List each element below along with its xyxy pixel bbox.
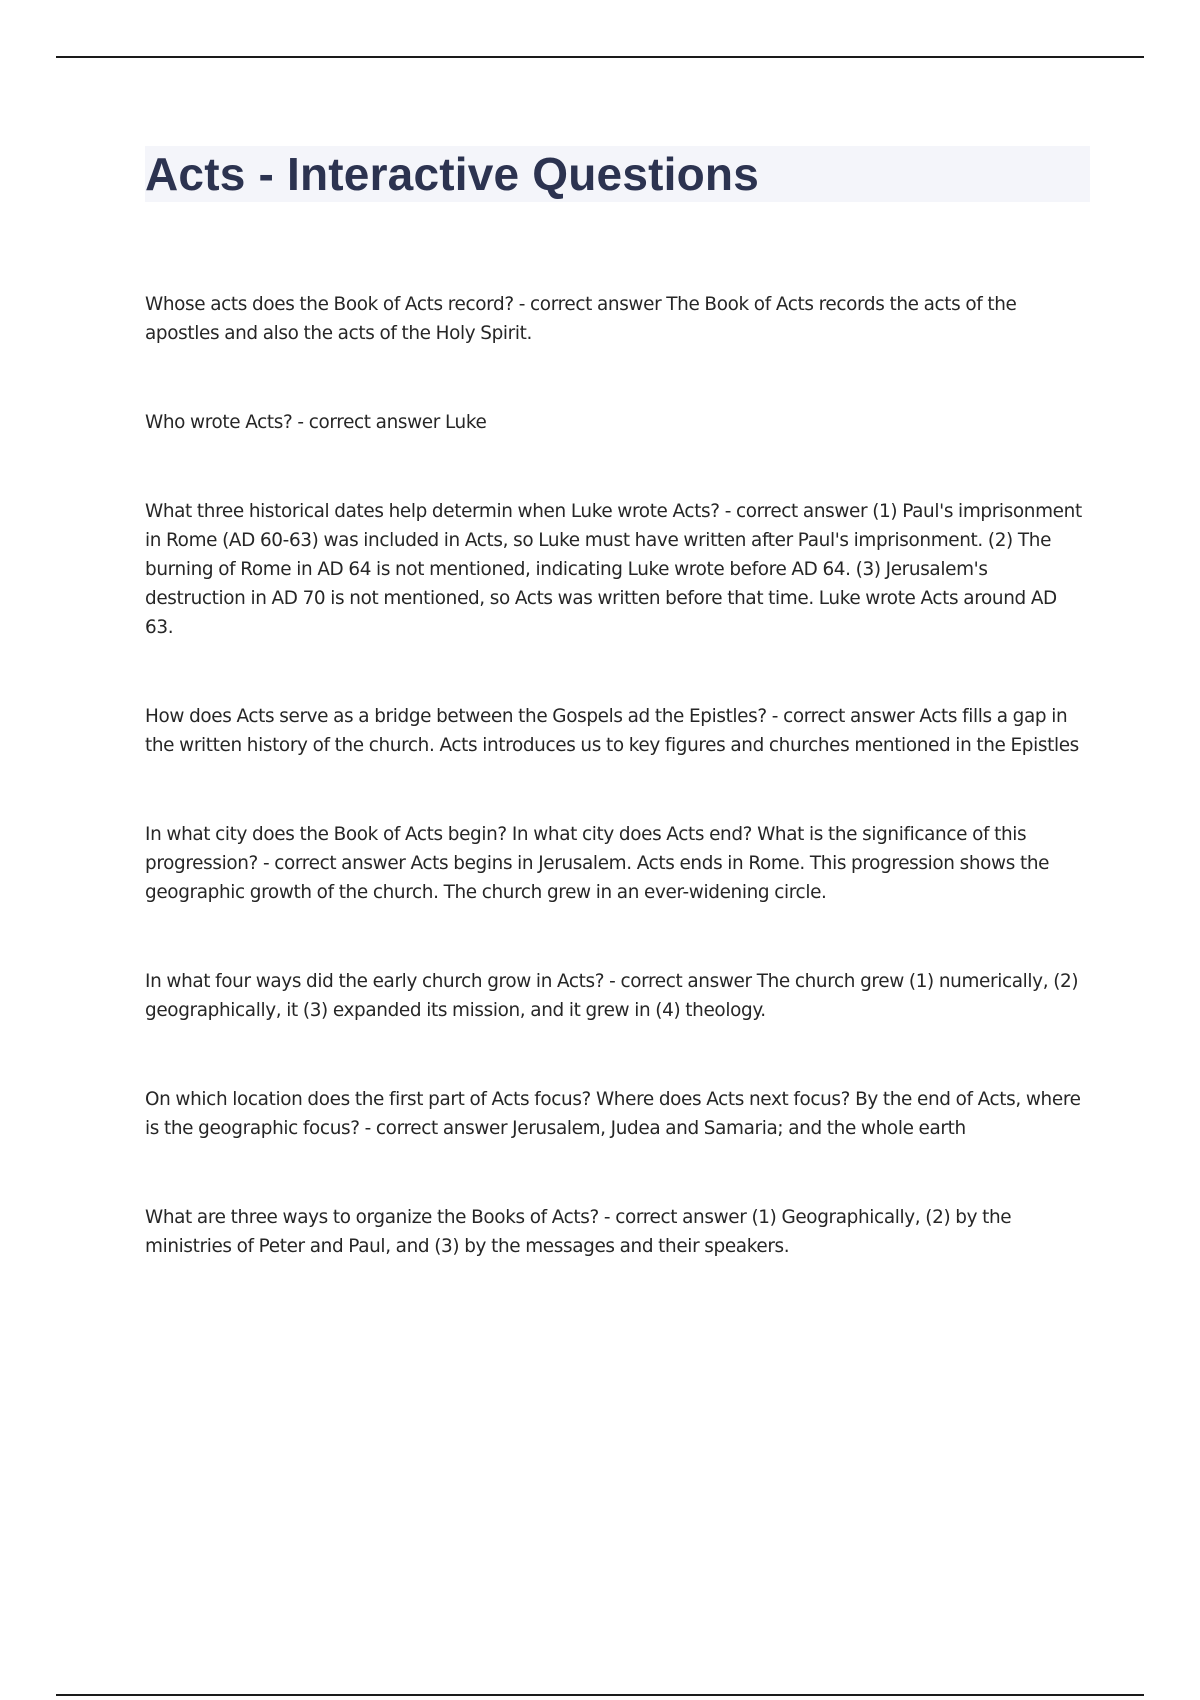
qa-text: In what city does the Book of Acts begin? In what city does Acts end? What is the significance of this progression? - correct answer Acts begins in Jerusalem. Acts ends in Rome. This progression shows the geographic growth of the church. The church grew in an ever-widening circle. — [145, 824, 1050, 903]
qa-item-7 — [145, 1085, 1090, 1143]
qa-item-5 — [145, 820, 1090, 907]
qa-item-4 — [145, 702, 1090, 760]
page-title: Acts - Interactive Questions — [145, 148, 759, 200]
qa-text: What are three ways to organize the Books of Acts? - correct answer (1) Geographically, (2) by the ministries of Peter and Paul, and (3) by the messages and their speakers. — [145, 1207, 1012, 1257]
bottom-divider — [56, 1694, 1144, 1696]
qa-text: How does Acts serve as a bridge between the Gospels ad the Epistles? - correct answer Acts fills a gap in the written history of the church. Acts introduces us to key figures and churches mentioned in the Epistles — [145, 706, 1079, 756]
qa-text: What three historical dates help determin when Luke wrote Acts? - correct answer (1) Paul's imprisonment in Rome (AD 60-63) was included in Acts, so Luke must have written after Paul's imprisonment. (2) The burning of Rome in AD 64 is not mentioned, indicating Luke wrote before AD 64. (3) Jerusalem's destruction in AD 70 is not mentioned, so Acts was written before that time. Luke wrote Acts around AD 63. — [145, 501, 1082, 638]
qa-item-6 — [145, 967, 1090, 1025]
qa-item-2 — [145, 408, 1090, 437]
qa-item-1 — [145, 290, 1090, 348]
qa-item-8 — [145, 1203, 1090, 1261]
qa-text: Who wrote Acts? - correct answer Luke — [145, 412, 487, 433]
qa-list — [145, 290, 1090, 1321]
qa-text: On which location does the first part of Acts focus? Where does Acts next focus? By the end of Acts, where is the geographic focus? - correct answer Jerusalem, Judea and Samaria; and the whole earth — [145, 1089, 1081, 1139]
qa-text: Whose acts does the Book of Acts record? - correct answer The Book of Acts records the acts of the apostles and also the acts of the Holy Spirit. — [145, 294, 1017, 344]
qa-text: In what four ways did the early church grow in Acts? - correct answer The church grew (1) numerically, (2) geographically, it (3) expanded its mission, and it grew in (4) theology. — [145, 971, 1079, 1021]
qa-item-3 — [145, 497, 1090, 642]
top-divider — [56, 56, 1144, 58]
